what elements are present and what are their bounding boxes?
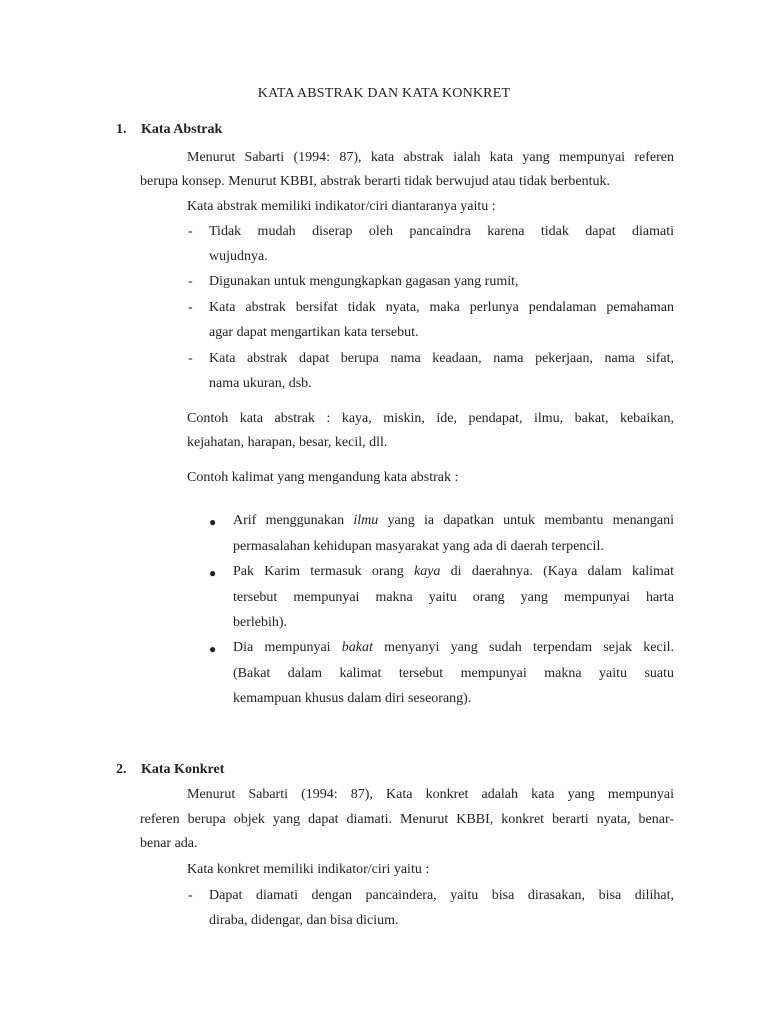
- s1-paragraph-line: berupa konsep. Menurut KBBI, abstrak berarti tidak berwujud atau tidak berbentuk.: [140, 174, 611, 189]
- bullet-mark: ●: [209, 566, 217, 580]
- sentence-line: tersebut mempunyai makna yaitu orang yang mempunyai harta: [233, 590, 674, 605]
- indicator-line: Tidak mudah diserap oleh pancaindra karena tidak dapat diamati: [209, 224, 674, 239]
- s1-indicator-intro: Kata abstrak memiliki indikator/ciri diantaranya yaitu :: [187, 199, 496, 214]
- examples-line: Contoh kata abstrak : kaya, miskin, ide, pendapat, ilmu, bakat, kebaikan,: [187, 411, 674, 426]
- sentence-line: [233, 640, 674, 656]
- dash-mark: -: [188, 351, 193, 366]
- sentence-line: [233, 564, 674, 580]
- section-2-number: 2.: [116, 762, 127, 777]
- bullet-mark: ●: [209, 642, 217, 656]
- section-2-heading: [116, 762, 224, 778]
- indicator-line: Dapat diamati dengan pancaindera, yaitu bisa dirasakan, bisa dilihat,: [209, 888, 674, 903]
- sentences-intro: Contoh kalimat yang mengandung kata abstrak :: [187, 470, 459, 485]
- section-1-heading: [116, 122, 222, 138]
- indicator-line: wujudnya.: [209, 249, 268, 264]
- examples-line: kejahatan, harapan, besar, kecil, dll.: [187, 435, 388, 450]
- sentence-text: menyanyi yang sudah terpendam sejak kecil.: [372, 640, 674, 655]
- section-1-title: Kata Abstrak: [141, 122, 223, 137]
- sentence-line: berlebih).: [233, 615, 288, 630]
- indicator-line: agar dapat mengartikan kata tersebut.: [209, 325, 419, 340]
- sentence-text: Dia mempunyai: [233, 640, 342, 655]
- dash-mark: -: [188, 224, 193, 239]
- sentence-emphasis: ilmu: [353, 513, 379, 528]
- sentence-text: di daerahnya. (Kaya dalam kalimat: [440, 564, 674, 579]
- indicator-line: Kata abstrak bersifat tidak nyata, maka perlunya pendalaman pemahaman: [209, 300, 674, 315]
- sentence-text: Arif menggunakan: [233, 513, 354, 528]
- indicator-line: diraba, didengar, dan bisa dicium.: [209, 913, 399, 928]
- dash-mark: -: [188, 274, 193, 289]
- dash-mark: -: [188, 300, 193, 315]
- section-1-number: 1.: [116, 122, 127, 137]
- dash-mark: -: [188, 888, 193, 903]
- s2-paragraph-line: referen berupa objek yang dapat diamati. Menurut KBBI, konkret berarti nyata, benar-: [140, 812, 674, 827]
- sentence-line: permasalahan kehidupan masyarakat yang ada di daerah terpencil.: [233, 539, 604, 554]
- sentence-line: [233, 513, 674, 529]
- sentence-line: kemampuan khusus dalam diri seseorang).: [233, 691, 472, 706]
- sentence-text: Pak Karim termasuk orang: [233, 564, 414, 579]
- sentence-emphasis: bakat: [341, 640, 373, 655]
- sentence-emphasis: kaya: [413, 564, 441, 579]
- s2-paragraph-line: Menurut Sabarti (1994: 87), Kata konkret adalah kata yang mempunyai: [187, 787, 674, 802]
- document-title: KATA ABSTRAK DAN KATA KONKRET: [257, 86, 511, 101]
- sentence-text: yang ia dapatkan untuk membantu menangani: [378, 513, 674, 528]
- indicator-line: Kata abstrak dapat berupa nama keadaan, nama pekerjaan, nama sifat,: [209, 351, 674, 366]
- sentence-line: (Bakat dalam kalimat tersebut mempunyai makna yaitu suatu: [233, 666, 674, 681]
- s1-paragraph-line: Menurut Sabarti (1994: 87), kata abstrak ialah kata yang mempunyai referen: [187, 150, 674, 165]
- s2-indicator-intro: Kata konkret memiliki indikator/ciri yaitu :: [187, 862, 430, 877]
- bullet-mark: ●: [209, 515, 217, 529]
- s2-paragraph-line: benar ada.: [140, 836, 198, 851]
- indicator-line: nama ukuran, dsb.: [209, 376, 312, 391]
- indicator-line: Digunakan untuk mengungkapkan gagasan yang rumit,: [209, 274, 519, 289]
- section-2-title: Kata Konkret: [141, 762, 225, 777]
